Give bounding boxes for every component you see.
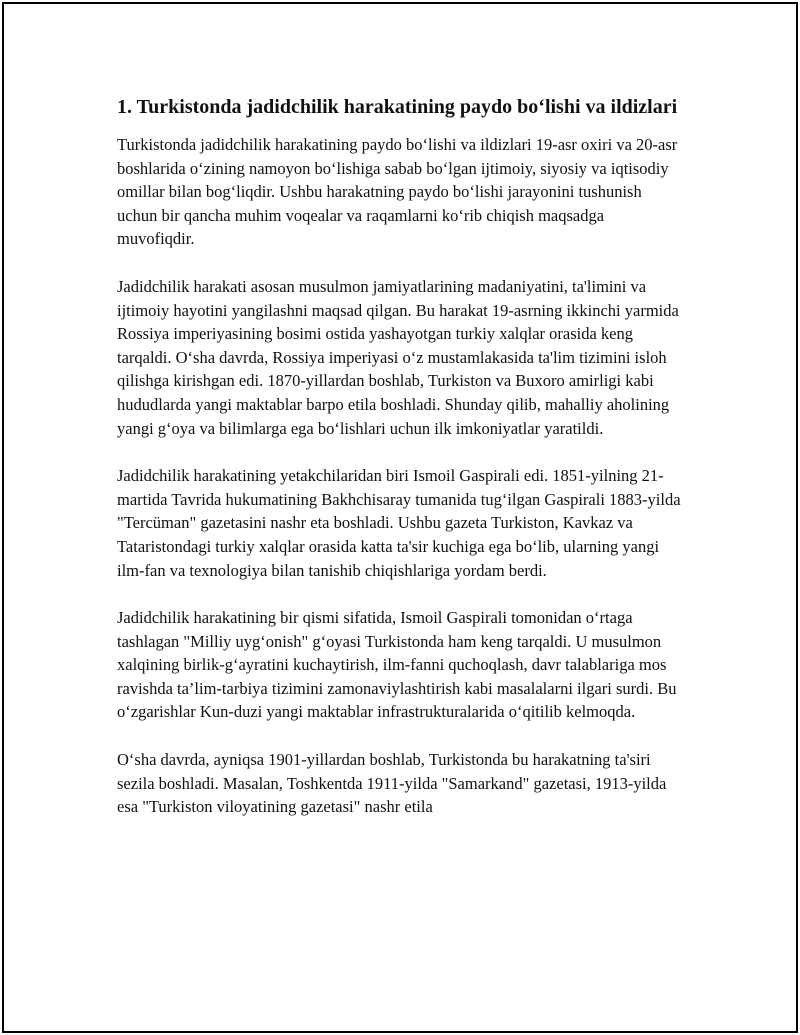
paragraph-4: Jadidchilik harakatining bir qismi sifatida, Ismoil Gaspirali tomonidan o‘rtaga tashlagan "Milliy uyg‘onish" g‘oyasi Turkistonda ham keng tarqaldi. U musulmon xalqining birlik-g‘ayratini kuchaytirish, ilm-fanni quchoqlash, davr talablariga mos ravishda ta’lim-tarbiya tizimini zamonaviylashtirish kabi masalalarni ilgari surdi. Bu o‘zgarishlar Kun-duzi yangi maktablar infrastrukturalarida o‘qitilib kelmoqda.: [117, 608, 677, 722]
document-body: [117, 94, 685, 843]
section-heading: 1. Turkistonda jadidchilik harakatining paydo bo‘lishi va ildizlari: [117, 96, 678, 118]
paragraph-5: O‘sha davrda, ayniqsa 1901-yillardan boshlab, Turkistonda bu harakatning ta'siri sezila boshladi. Masalan, Toshkentda 1911-yilda "Samarkand" gazetasi, 1913-yilda esa "Turkiston viloyatining gazetasi" nashr etila: [117, 750, 667, 817]
paragraph-3: Jadidchilik harakatining yetakchilaridan biri Ismoil Gaspirali edi. 1851-yilning 21-martida Tavrida hukumatining Bakhchisaray tumanida tug‘ilgan Gaspirali 1883-yilda "Tercüman" gazetasini nashr eta boshladi. Ushbu gazeta Turkiston, Kavkaz va Tataristondagi turkiy xalqlar orasida katta ta'sir kuchiga ega bo‘lib, ularning yangi ilm-fan va texnologiya bilan tanishib chiqishlariga yordam berdi.: [117, 466, 681, 580]
paragraph-1: Turkistonda jadidchilik harakatining paydo bo‘lishi va ildizlari 19-asr oxiri va 20-asr boshlarida o‘zining namoyon bo‘lishiga sabab bo‘lgan ijtimoiy, siyosiy va iqtisodiy omillar bilan bog‘liqdir. Ushbu harakatning paydo bo‘lishi jarayonini tushunish uchun bir qancha muhim voqealar va raqamlarni ko‘rib chiqish maqsadga muvofiqdir.: [117, 135, 678, 249]
paragraph-2: Jadidchilik harakati asosan musulmon jamiyatlarining madaniyatini, ta'limini va ijtimoiy hayotini yangilashni maqsad qilgan. Bu harakat 19-asrning ikkinchi yarmida Rossiya imperiyasining bosimi ostida yashayotgan turkiy xalqlar orasida keng tarqaldi. O‘sha davrda, Rossiya imperiyasi o‘z mustamlakasida ta'lim tizimini isloh qilishga kirishgan edi. 1870-yillardan boshlab, Turkiston va Buxoro amirligi kabi hududlarda yangi maktablar barpo etila boshladi. Shunday qilib, mahalliy aholining yangi g‘oya va bilimlarga ega bo‘lishlari uchun ilk imkoniyatlar yaratildi.: [117, 276, 679, 438]
